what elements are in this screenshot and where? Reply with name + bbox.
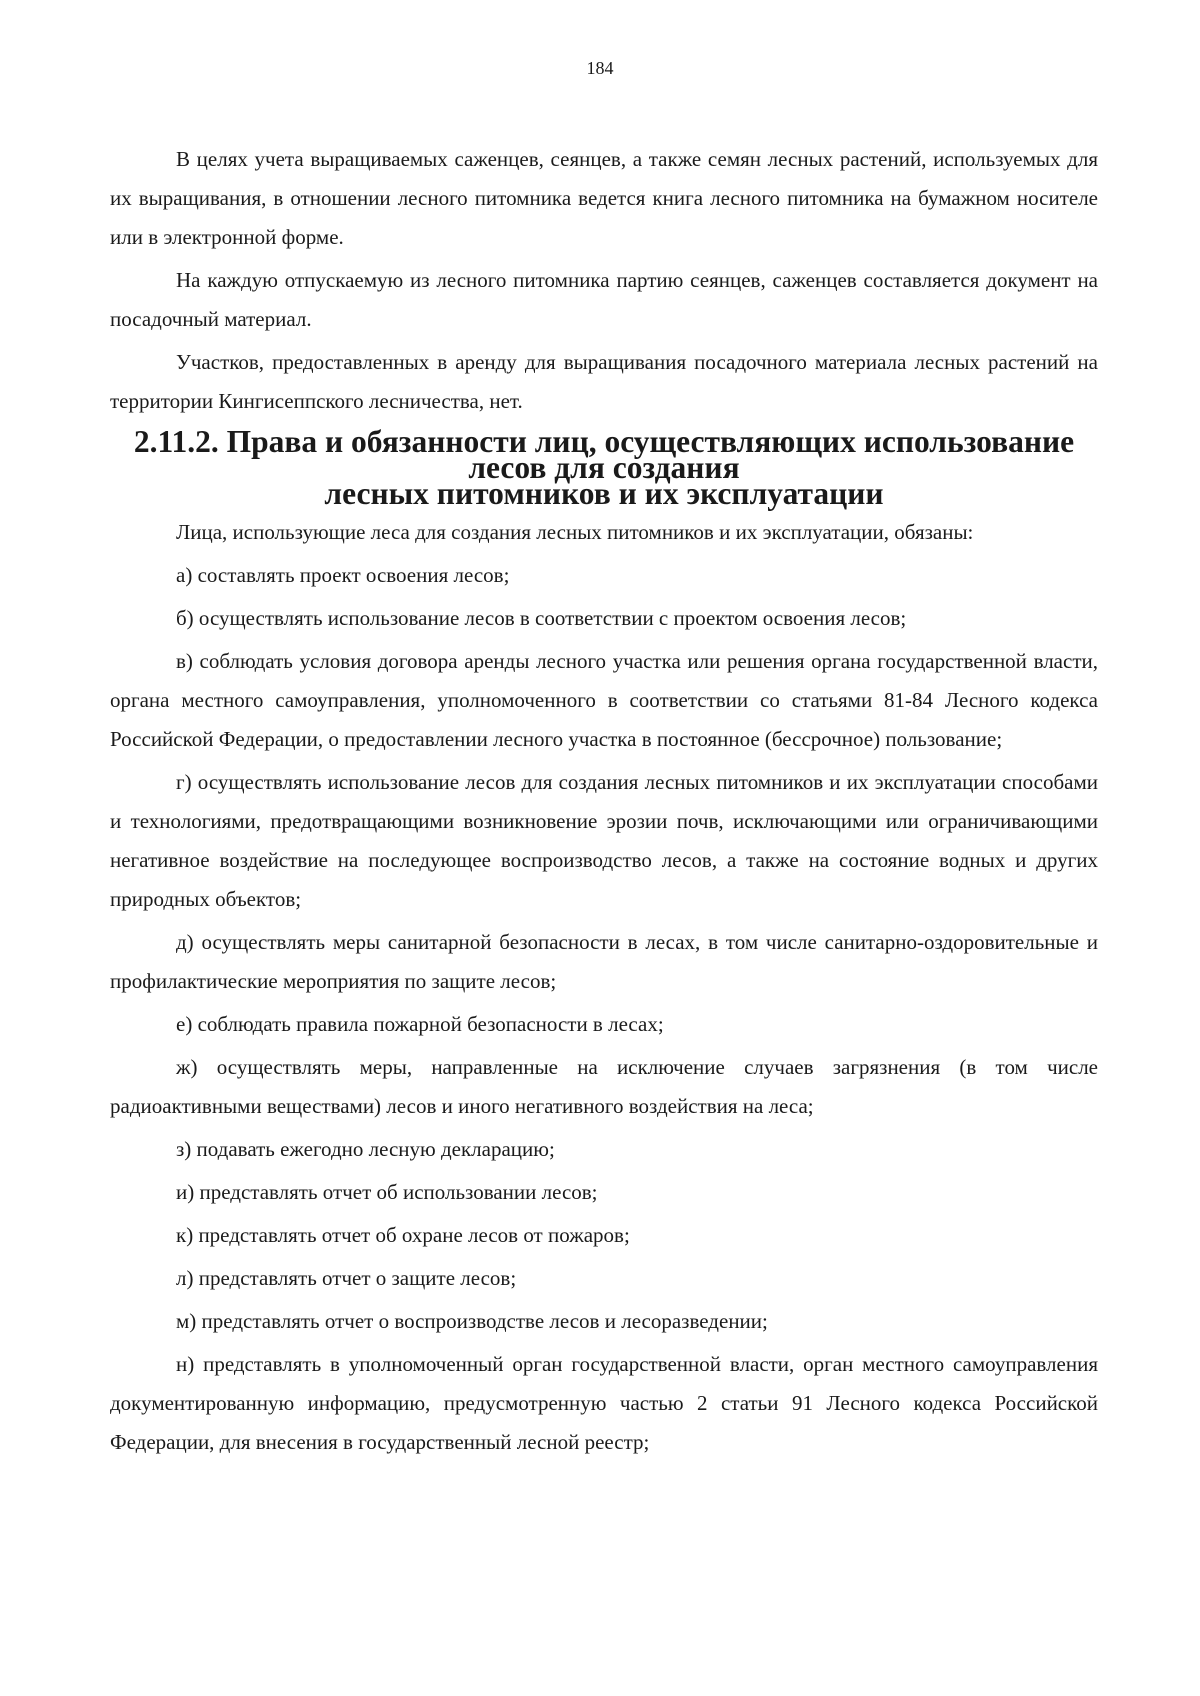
list-item-i: и) представлять отчет об использовании лесов; [176,1180,598,1204]
list-item-m: м) представлять отчет о воспроизводстве лесов и лесоразведении; [176,1309,768,1333]
list-item-d: д) осуществлять меры санитарной безопасности в лесах, в том числе санитарно-оздоровительные и профилактические мероприятия по защите лесов; [110,930,1098,993]
list-item-e: е) соблюдать правила пожарной безопасности в лесах; [176,1012,664,1036]
list-item-a: а) составлять проект освоения лесов; [176,563,510,587]
paragraph-no-leased-plots: Участков, предоставленных в аренду для выращивания посадочного материала лесных растений на территории Кингисеппского лесничества, нет. [110,350,1098,413]
list-item-n: н) представлять в уполномоченный орган государственной власти, орган местного самоуправления документированную информацию, предусмотренную частью 2 статьи 91 Лесного кодекса Российской Федерации, для внесения в государственный лесной реестр; [110,1352,1098,1454]
page-number: 184 [586,58,614,78]
paragraph-nursery-book: В целях учета выращиваемых саженцев, сеянцев, а также семян лесных растений, используемых для их выращивания, в отношении лесного питомника ведется книга лесного питомника на бумажном носителе или в электронной форме. [110,147,1098,249]
list-item-k: к) представлять отчет об охране лесов от пожаров; [176,1223,630,1247]
section-heading-line-1: 2.11.2. Права и обязанности лиц, осуществляющих использование лесов для создания [133,424,1075,485]
list-item-b: б) осуществлять использование лесов в соответствии с проектом освоения лесов; [176,606,907,630]
list-item-zh: ж) осуществлять меры, направленные на исключение случаев загрязнения (в том числе радиоактивными веществами) лесов и иного негативного воздействия на леса; [110,1055,1098,1118]
paragraph-obligations-intro: Лица, использующие леса для создания лесных питомников и их эксплуатации, обязаны: [176,520,974,544]
list-item-l: л) представлять отчет о защите лесов; [176,1266,517,1290]
list-item-v: в) соблюдать условия договора аренды лесного участка или решения органа государственной власти, органа местного самоуправления, уполномоченного в соответствии со статьями 81-84 Лесного кодекса Российской Федерации, о предоставлении лесного участка в постоянное (бессрочное) пользование; [110,649,1098,751]
section-heading [110,424,1098,511]
section-heading-line-2: лесных питомников и их эксплуатации [324,476,884,511]
list-item-z: з) подавать ежегодно лесную декларацию; [176,1137,555,1161]
page-body [110,140,1098,1466]
paragraph-planting-document: На каждую отпускаемую из лесного питомника партию сеянцев, саженцев составляется документ на посадочный материал. [110,268,1098,331]
list-item-g: г) осуществлять использование лесов для создания лесных питомников и их эксплуатации способами и технологиями, предотвращающими возникновение эрозии почв, исключающими или ограничивающими негативное воздействие на последующее воспроизводство лесов, а также на состояние водных и других природных объектов; [110,770,1098,911]
